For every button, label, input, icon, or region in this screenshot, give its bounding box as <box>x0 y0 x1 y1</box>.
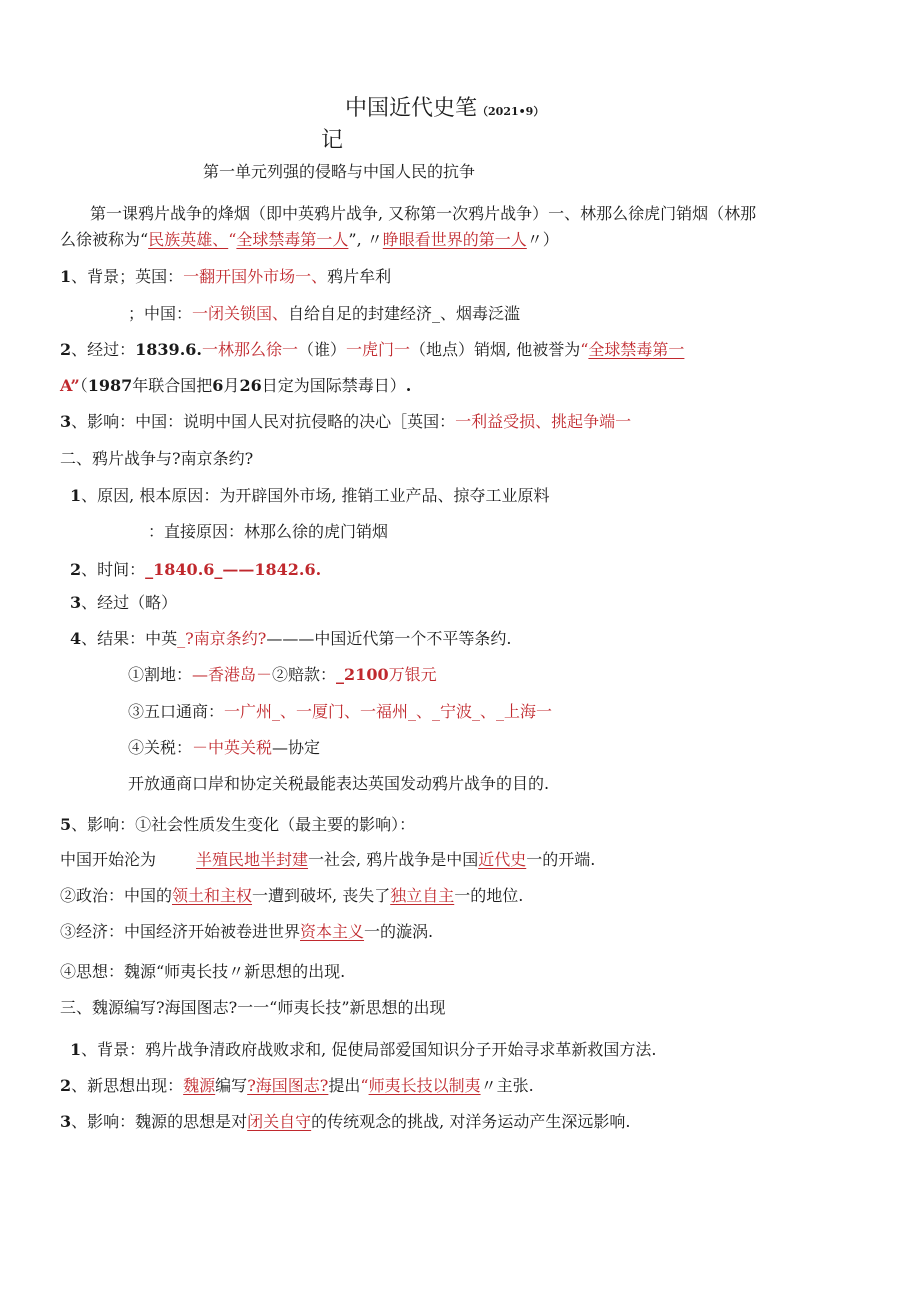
weiyuan-background: 1、背景：鸦片战争清政府战败求和, 促使局部爱国知识分子开始寻求革新救国方法. <box>70 1040 657 1059</box>
background-line-2: ；中国：一闭关锁国、自给自足的封建经济_、烟毒泛滥 <box>128 304 521 323</box>
title-main: 中国近代史笔 <box>345 96 478 121</box>
weiyuan-impact: 3、影响：魏源的思想是对闭关自守的传统观念的挑战, 对洋务运动产生深远影响. <box>60 1112 631 1131</box>
influence-politics: ②政治：中国的领土和主权一遭到破坏, 丧失了独立自主一的地位. <box>60 886 524 905</box>
influence-thought: ④思想：魏源“师夷长技〃新思想的出现. <box>60 962 346 981</box>
background-line-1: 1、背景；英国：一翻开国外市场一、鸦片牟利 <box>60 267 392 286</box>
influence-economy: ③经济：中国经济开始被卷进世界资本主义一的漩涡. <box>60 922 434 941</box>
intro-line-2: 么徐被称为“民族英雄、“全球禁毒第一人”, 〃睁眼看世界的第一人〃） <box>60 230 559 249</box>
section-2-heading: 二、鸦片战争与?南京条约? <box>60 449 254 468</box>
influence-society: 中国开始沦为 半殖民地半封建一社会, 鸦片战争是中国近代史一的开端. <box>60 850 596 869</box>
cause-line-1: 1、原因, 根本原因：为开辟国外市场, 推销工业产品、掠夺工业原料 <box>70 486 550 505</box>
process-line-2: A”（1987年联合国把6月26日定为国际禁毒日）. <box>60 376 412 395</box>
result-ports: ③五口通商：一广州_、一厦门、一福州_、_宁波_、_上海一 <box>128 702 553 721</box>
weiyuan-new-thought: 2、新思想出现：魏源编写?海国图志?提出“师夷长技以制夷〃主张. <box>60 1076 534 1095</box>
cause-line-2: ：直接原因：林那么徐的虎门销烟 <box>148 522 389 541</box>
influence-line: 5、影响：①社会性质发生变化（最主要的影响）： <box>60 815 416 834</box>
result-note: 开放通商口岸和协定关税最能表达英国发动鸦片战争的目的. <box>128 774 550 793</box>
time-line: 2、时间：_1840.6_——1842.6. <box>70 560 322 579</box>
section-3-heading: 三、魏源编写?海国图志?一一“师夷长技”新思想的出现 <box>60 998 446 1017</box>
impact-line: 3、影响：中国：说明中国人民对抗侵略的决心［英国：一利益受损、挑起争端一 <box>60 412 632 431</box>
process-line-1: 2、经过：1839.6.一林那么徐一（谁）一虎门一（地点）销烟, 他被誉为“全球禁毒第一 <box>60 340 685 359</box>
result-tariff: ④关税：－中英关税—协定 <box>128 738 321 757</box>
course-line: 3、经过（略） <box>70 593 178 612</box>
result-cession-indemnity: ①割地：—香港岛－②赔款：_2100万银元 <box>128 665 437 684</box>
unit-heading: 第一单元列强的侵略与中国人民的抗争 <box>203 162 476 181</box>
page-title <box>345 98 544 123</box>
result-line: 4、结果：中英_?南京条约?———中国近代第一个不平等条约. <box>70 629 512 648</box>
intro-line-1: 第一课鸦片战争的烽烟（即中英鸦片战争, 又称第一次鸦片战争）一、林那么徐虎门销烟（林那 <box>90 204 757 223</box>
title-continuation: 记 <box>321 128 344 153</box>
title-date: （2021•9） <box>477 105 545 118</box>
